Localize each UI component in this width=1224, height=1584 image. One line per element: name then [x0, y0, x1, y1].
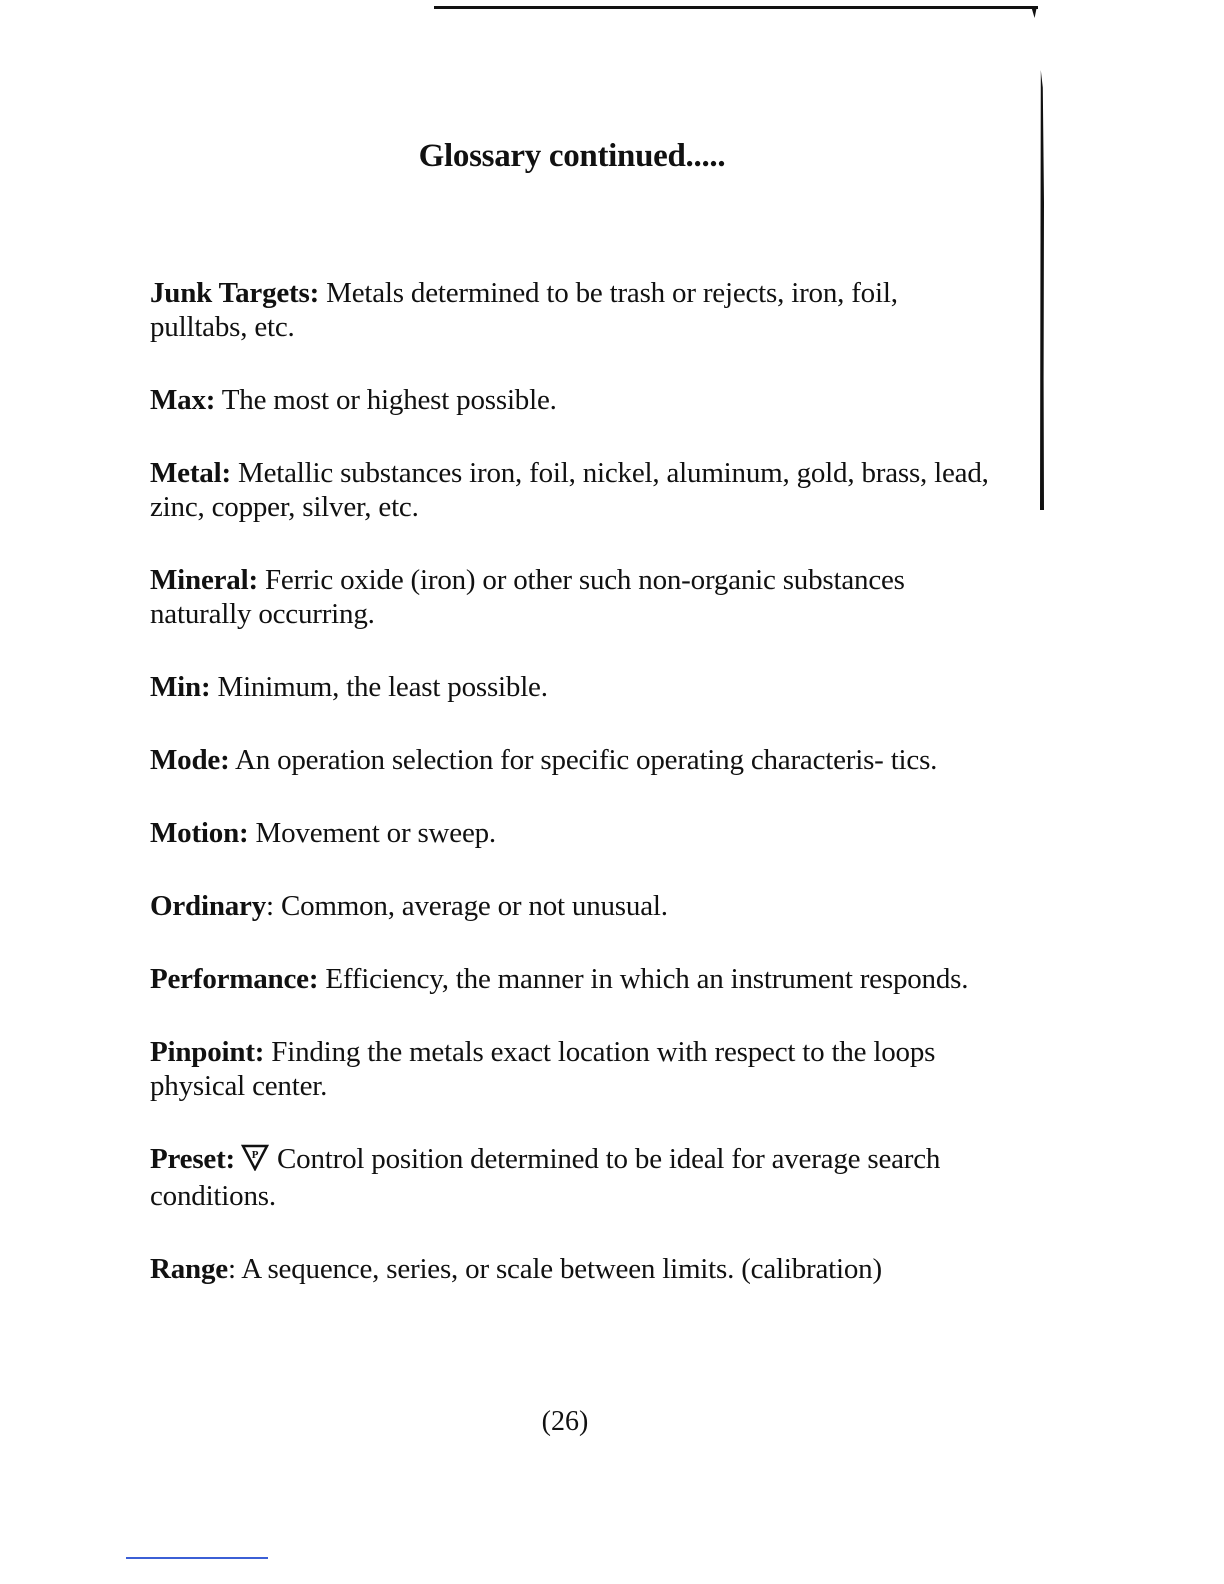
svg-text:P: P [251, 1149, 259, 1161]
glossary-definition: A sequence, series, or scale between limits. (calibration) [241, 1253, 882, 1285]
glossary-definition: Common, average or not unusual. [280, 890, 668, 922]
glossary-definition: Efficiency, the manner in which an instrument responds. [325, 963, 969, 995]
glossary-entry-motion [150, 816, 990, 850]
glossary-term: Ordinary [150, 890, 267, 922]
glossary-list [150, 276, 990, 1325]
glossary-entry-pinpoint [150, 1035, 990, 1103]
glossary-definition: Metals determined to be trash or rejects, iron, foil, pulltabs, etc. [150, 277, 898, 343]
glossary-definition: Movement or sweep. [255, 817, 496, 849]
page-title: Glossary continued..... [418, 138, 726, 174]
top-rule [434, 6, 1038, 9]
glossary-entry-min [150, 670, 990, 704]
glossary-term: Max: [150, 384, 216, 416]
glossary-term: Range [150, 1253, 228, 1285]
glossary-definition: Control position determined to be ideal for average search conditions. [150, 1143, 941, 1212]
glossary-entry-mode [150, 743, 990, 777]
glossary-term-colon: : [266, 890, 274, 922]
glossary-term: Min: [150, 671, 211, 703]
glossary-entry-mineral [150, 563, 990, 631]
glossary-term: Mode: [150, 744, 230, 776]
glossary-definition: An operation selection for specific operating characteris- tics. [234, 744, 938, 776]
glossary-term: Junk Targets: [150, 277, 320, 309]
preset-triangle-icon [241, 1143, 269, 1179]
glossary-entry-preset [150, 1142, 990, 1213]
glossary-term-colon: : [227, 1253, 236, 1285]
glossary-term: Mineral: [150, 564, 258, 596]
glossary-term: Preset: [150, 1143, 236, 1175]
glossary-entry-junk-targets [150, 276, 990, 344]
binding-edge [1040, 70, 1044, 510]
glossary-definition: Minimum, the least possible. [217, 671, 548, 703]
glossary-entry-ordinary [150, 889, 990, 923]
glossary-definition: The most or highest possible. [221, 384, 557, 416]
glossary-term: Metal: [150, 457, 231, 489]
glossary-definition: Ferric oxide (iron) or other such non-organic substances naturally occurring. [150, 564, 905, 630]
top-rule-hook [1031, 6, 1037, 18]
glossary-entry-max [150, 383, 990, 417]
glossary-term: Performance: [150, 963, 319, 995]
glossary-term: Pinpoint: [150, 1036, 265, 1068]
glossary-entry-metal [150, 456, 990, 524]
glossary-term: Motion: [150, 817, 249, 849]
glossary-definition: Metallic substances iron, foil, nickel, aluminum, gold, brass, lead, zinc, copper, silver, etc. [150, 457, 989, 523]
page-number: (26) [541, 1406, 589, 1437]
bottom-rule [126, 1557, 268, 1559]
glossary-entry-range [150, 1252, 990, 1286]
glossary-definition: Finding the metals exact location with respect to the loops physical center. [150, 1036, 936, 1102]
glossary-entry-performance [150, 962, 990, 996]
